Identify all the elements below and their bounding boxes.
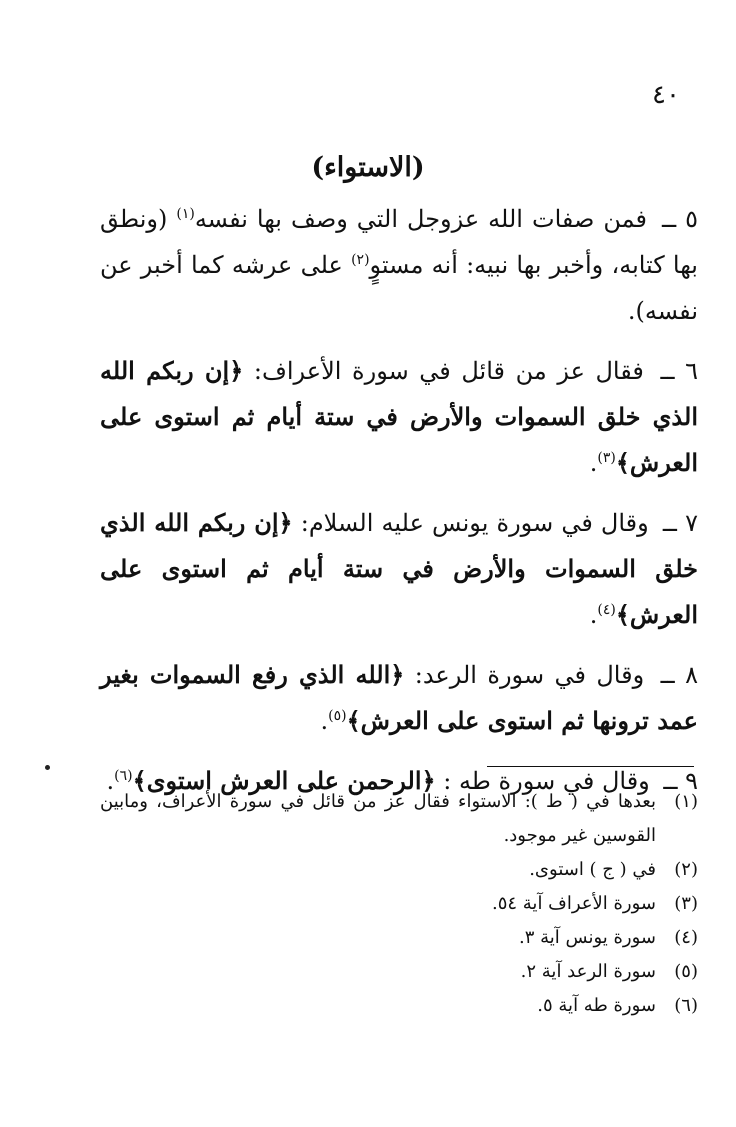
footnote-item bbox=[100, 921, 698, 955]
footnote-item bbox=[100, 785, 698, 853]
footnote-item bbox=[100, 955, 698, 989]
footnote-number: (٤) bbox=[674, 927, 698, 948]
paragraph-5 bbox=[100, 196, 698, 334]
scan-speck bbox=[45, 765, 50, 770]
footnote-ref: (١) bbox=[176, 206, 195, 222]
footnote-number: (٦) bbox=[674, 995, 698, 1016]
footnote-item bbox=[100, 887, 698, 921]
quran-quote: ﴿الرحمن على العرش استوى﴾ bbox=[132, 766, 436, 795]
paragraph-intro: وقال في سورة يونس عليه السلام: bbox=[292, 509, 649, 537]
section-title: (الاستواء) bbox=[311, 152, 425, 183]
footnote-text: سورة الرعد آية ٢. bbox=[520, 961, 656, 982]
footnote-ref: (٥) bbox=[328, 708, 347, 724]
paragraph-8 bbox=[100, 652, 698, 744]
footnote-item bbox=[100, 989, 698, 1023]
footnotes bbox=[100, 785, 698, 1023]
paragraph-intro: وقال في سورة الرعد: bbox=[404, 661, 645, 689]
footnote-text: بعدها في ( ط ): الاستواء فقال عز من قائل في سورة الأعراف، ومابين القوسين غير موجود. bbox=[100, 791, 656, 846]
footnote-text: سورة طه آية ٥. bbox=[537, 995, 656, 1016]
paragraph-end: . bbox=[589, 449, 598, 477]
paragraph-end: . bbox=[320, 707, 329, 735]
quran-quote: ﴿إن ربكم الله الذي خلق السموات والأرض في ستة أيام ثم استوى على العرش﴾ bbox=[100, 508, 698, 629]
paragraph-text: (ونطق بها كتابه، وأخبر بها نبيه: أنه مستوٍ bbox=[100, 205, 698, 279]
paragraph-intro: وقال في سورة طه : bbox=[435, 767, 650, 795]
page-number: ٤٠ bbox=[652, 80, 680, 110]
paragraph-end: . bbox=[589, 601, 598, 629]
footnote-ref: (٤) bbox=[597, 602, 616, 618]
quran-quote: ﴿الله الذي رفع السموات بغير عمد ترونها ثم استوى على العرش﴾ bbox=[100, 660, 698, 735]
footnote-number: (٢) bbox=[674, 859, 698, 880]
footnote-item bbox=[100, 853, 698, 887]
paragraph-text: على عرشه كما أخبر عن نفسه). bbox=[100, 251, 698, 325]
footnote-ref: (٦) bbox=[114, 768, 133, 784]
paragraph-number: ٩ ــ bbox=[663, 767, 698, 795]
paragraph-number: ٧ ــ bbox=[662, 509, 698, 537]
footnote-text: سورة الأعراف آية ٥٤. bbox=[491, 893, 656, 914]
footnote-ref: (٢) bbox=[351, 252, 370, 268]
main-text bbox=[100, 196, 698, 818]
paragraph-number: ٨ ــ bbox=[660, 661, 698, 689]
paragraph-7 bbox=[100, 500, 698, 638]
paragraph-number: ٦ ــ bbox=[660, 357, 698, 385]
footnote-divider bbox=[487, 766, 694, 767]
footnote-number: (٥) bbox=[674, 961, 698, 982]
footnote-text: في ( ج ) استوى. bbox=[529, 859, 656, 880]
footnote-number: (١) bbox=[674, 791, 698, 812]
footnote-number: (٣) bbox=[674, 893, 698, 914]
paragraph-intro: فقال عز من قائل في سورة الأعراف: bbox=[243, 357, 644, 385]
footnote-ref: (٣) bbox=[597, 450, 616, 466]
paragraph-end: . bbox=[106, 767, 115, 795]
footnote-text: سورة يونس آية ٣. bbox=[518, 927, 656, 948]
paragraph-6 bbox=[100, 348, 698, 486]
quran-quote: ﴿إن ربكم الله الذي خلق السموات والأرض في ستة أيام ثم استوى على العرش﴾ bbox=[100, 356, 698, 477]
paragraph-number: ٥ ــ bbox=[662, 205, 699, 233]
paragraph-text: فمن صفات الله عزوجل التي وصف بها نفسه bbox=[194, 205, 648, 233]
